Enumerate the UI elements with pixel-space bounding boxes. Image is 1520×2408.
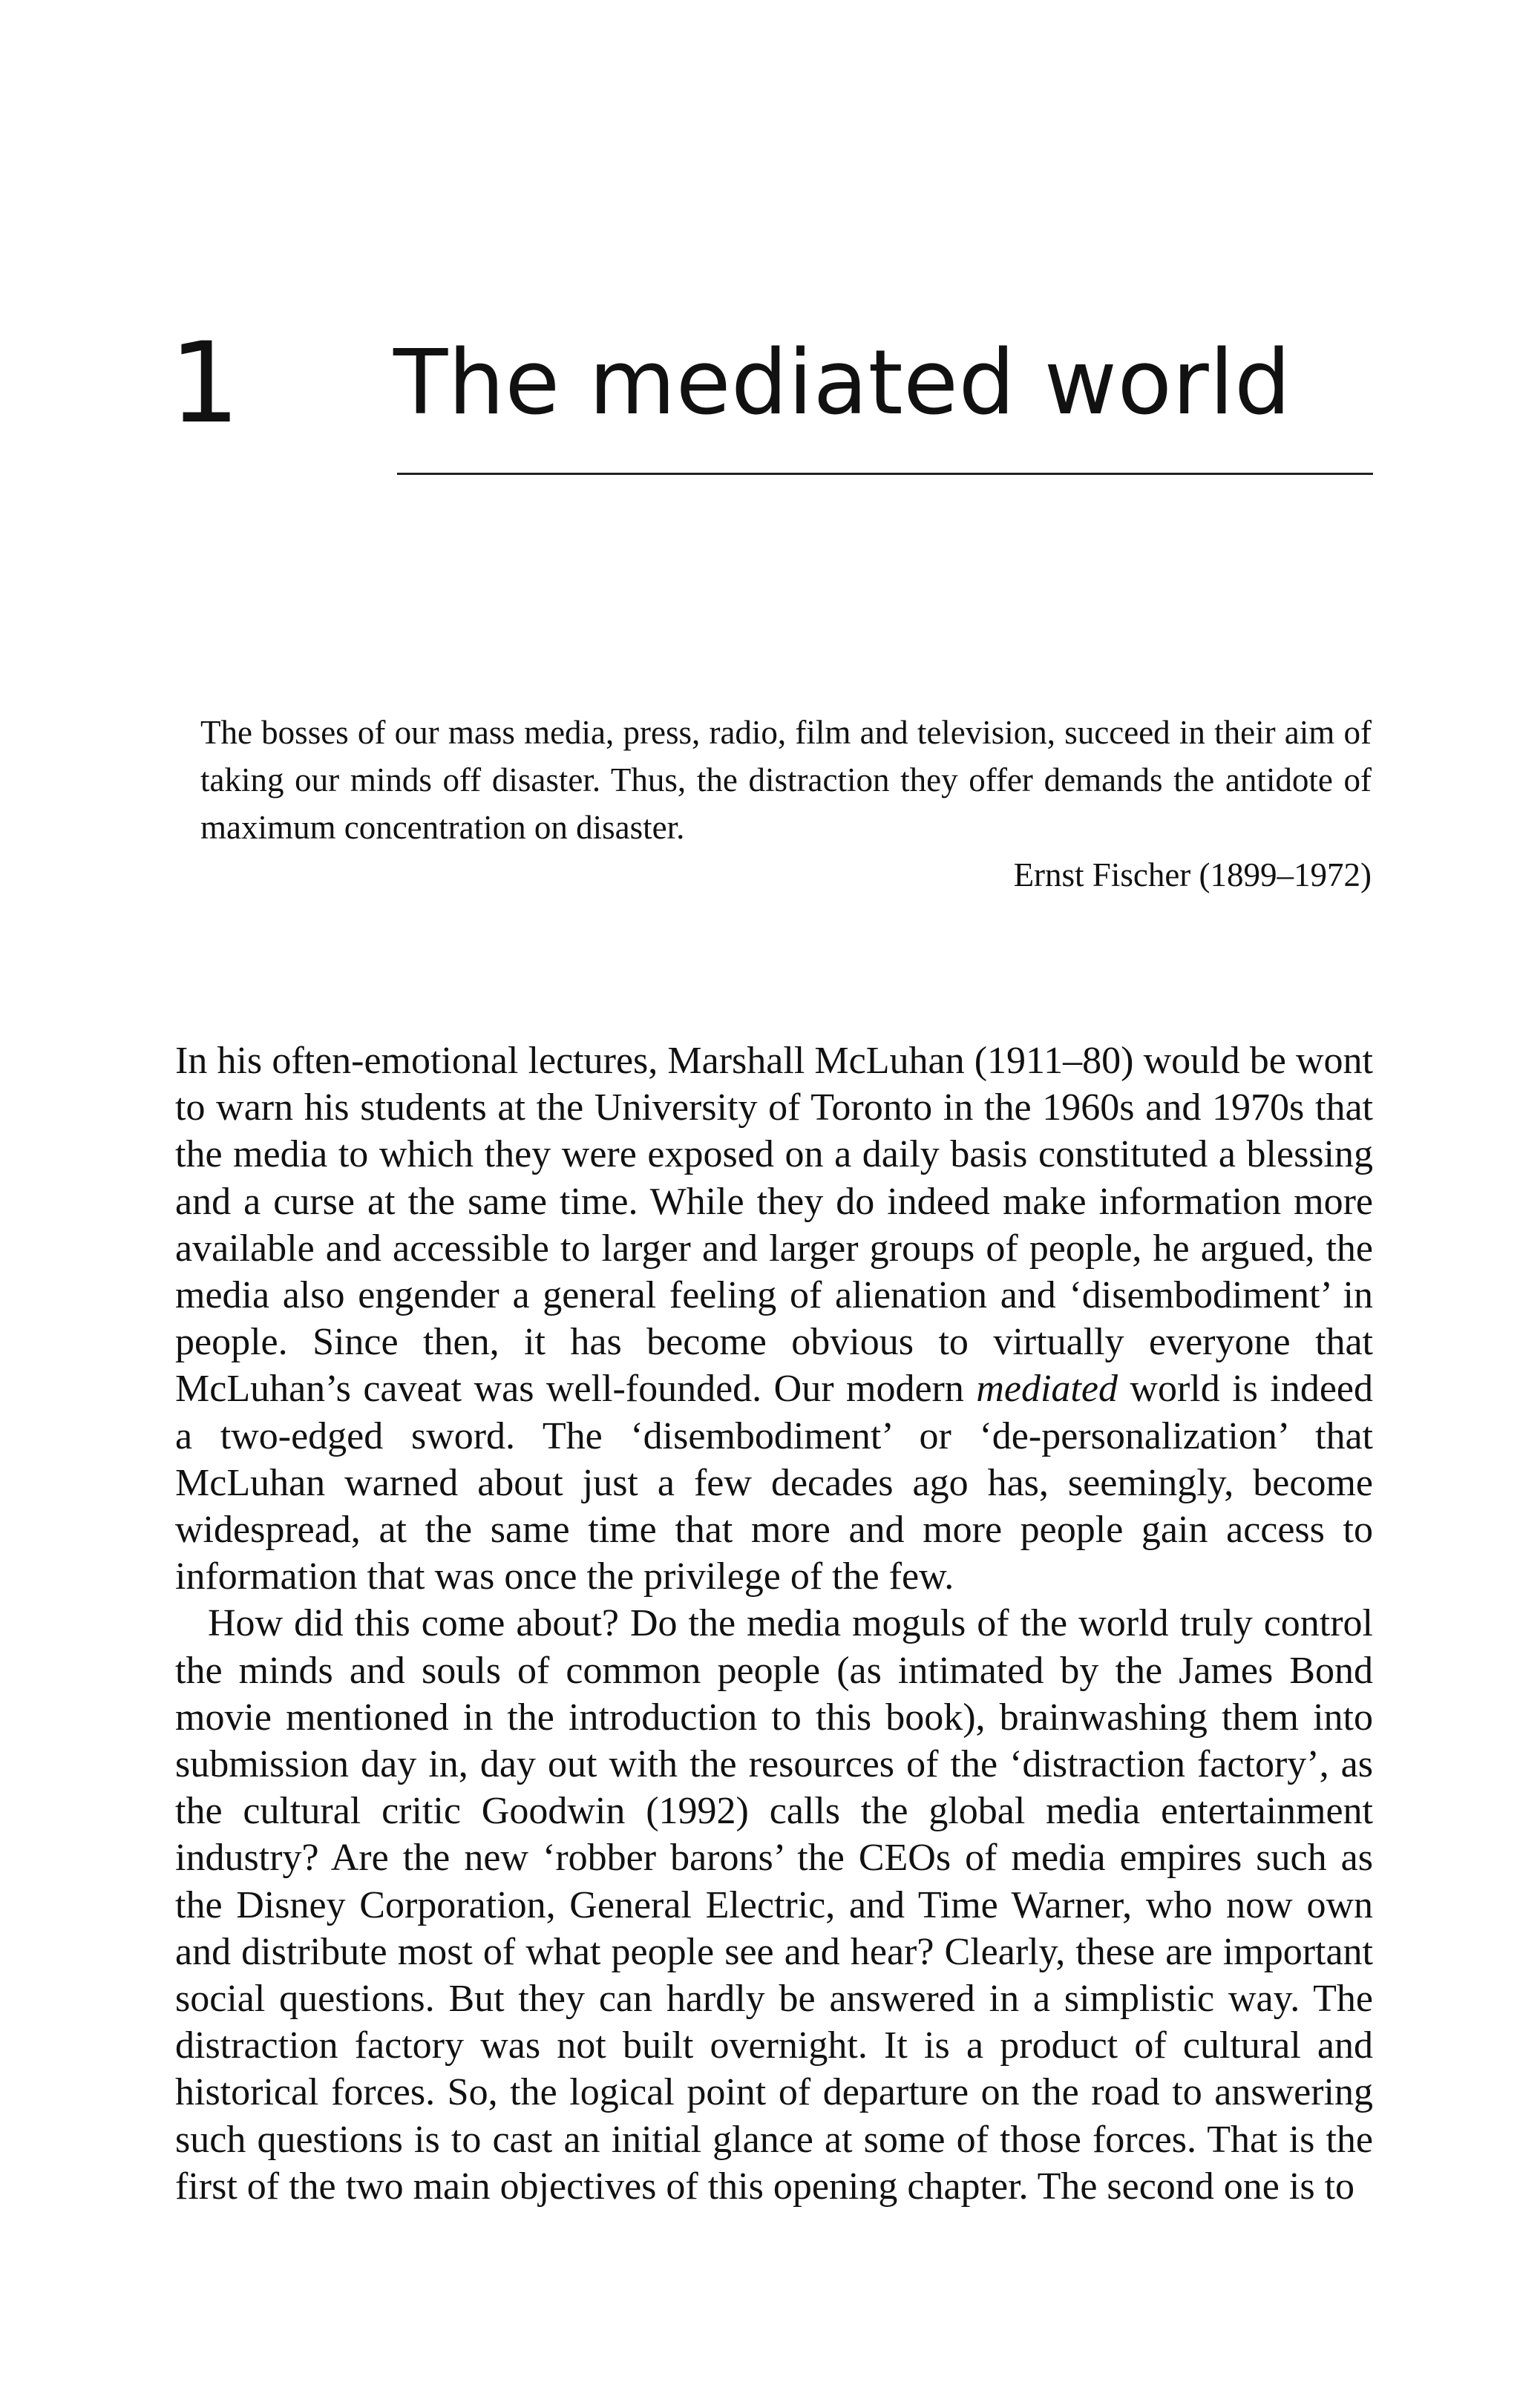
epigraph-quote: The bosses of our mass media, press, radio, film and television, succeed in their aim of taking our minds off disaster. Thus, the distraction they offer demands the antidote of maximum concentration on disaster. xyxy=(200,714,1372,846)
chapter-number: 1 xyxy=(169,319,240,448)
body-text xyxy=(175,1037,1373,2210)
paragraph-2: How did this come about? Do the media moguls of the world truly control the minds and souls of common people (as intimated by the James Bond movie mentioned in the introduction to this book), brainwashing them into submission day in, day out with the resources of the ‘distraction factory’, as the cultural critic Goodwin (1992) calls the global media entertainment industry? Are the new ‘robber barons’ the CEOs of media empires such as the Disney Corporation, General Electric, and Time Warner, who now own and distribute most of what people see and hear? Clearly, these are important social questions. But they can hardly be answered in a simplistic way. The distraction factory was not built overnight. It is a product of cultural and historical forces. So, the logical point of departure on the road to answering such questions is to cast an initial glance at some of those forces. That is the first of the two main objectives of this opening chapter. The second one is to xyxy=(175,1602,1373,2208)
paragraph-1-italic-term: mediated xyxy=(976,1368,1118,1411)
paragraph-1-text-b: world is indeed a two-edged sword. The ‘disembodiment’ or ‘de-personalization’ that McLuhan warned about just a few decades ago has, seemingly, become widespread, at the same time that more and more people gain access to information that was once the privilege of the few. xyxy=(175,1368,1374,1598)
paragraph-1 xyxy=(175,1037,1373,1600)
chapter-title: The mediated world xyxy=(393,332,1291,435)
epigraph-attribution: Ernst Fischer (1899–1972) xyxy=(1013,856,1372,893)
paragraph-1-text-a: In his often-emotional lectures, Marshall McLuhan (1911–80) would be wont to warn his students at the University of Toronto in the 1960s and 1970s that the media to which they were exposed on a daily basis constituted a blessing and a curse at the same time. While they do indeed make information more available and accessible to larger and larger groups of people, he argued, the media also engender a general feeling of alienation and ‘disembodiment’ in people. Since then, it has become obvious to virtually everyone that McLuhan’s caveat was well-founded. Our modern xyxy=(175,1040,1373,1411)
title-underline-rule xyxy=(397,473,1373,475)
